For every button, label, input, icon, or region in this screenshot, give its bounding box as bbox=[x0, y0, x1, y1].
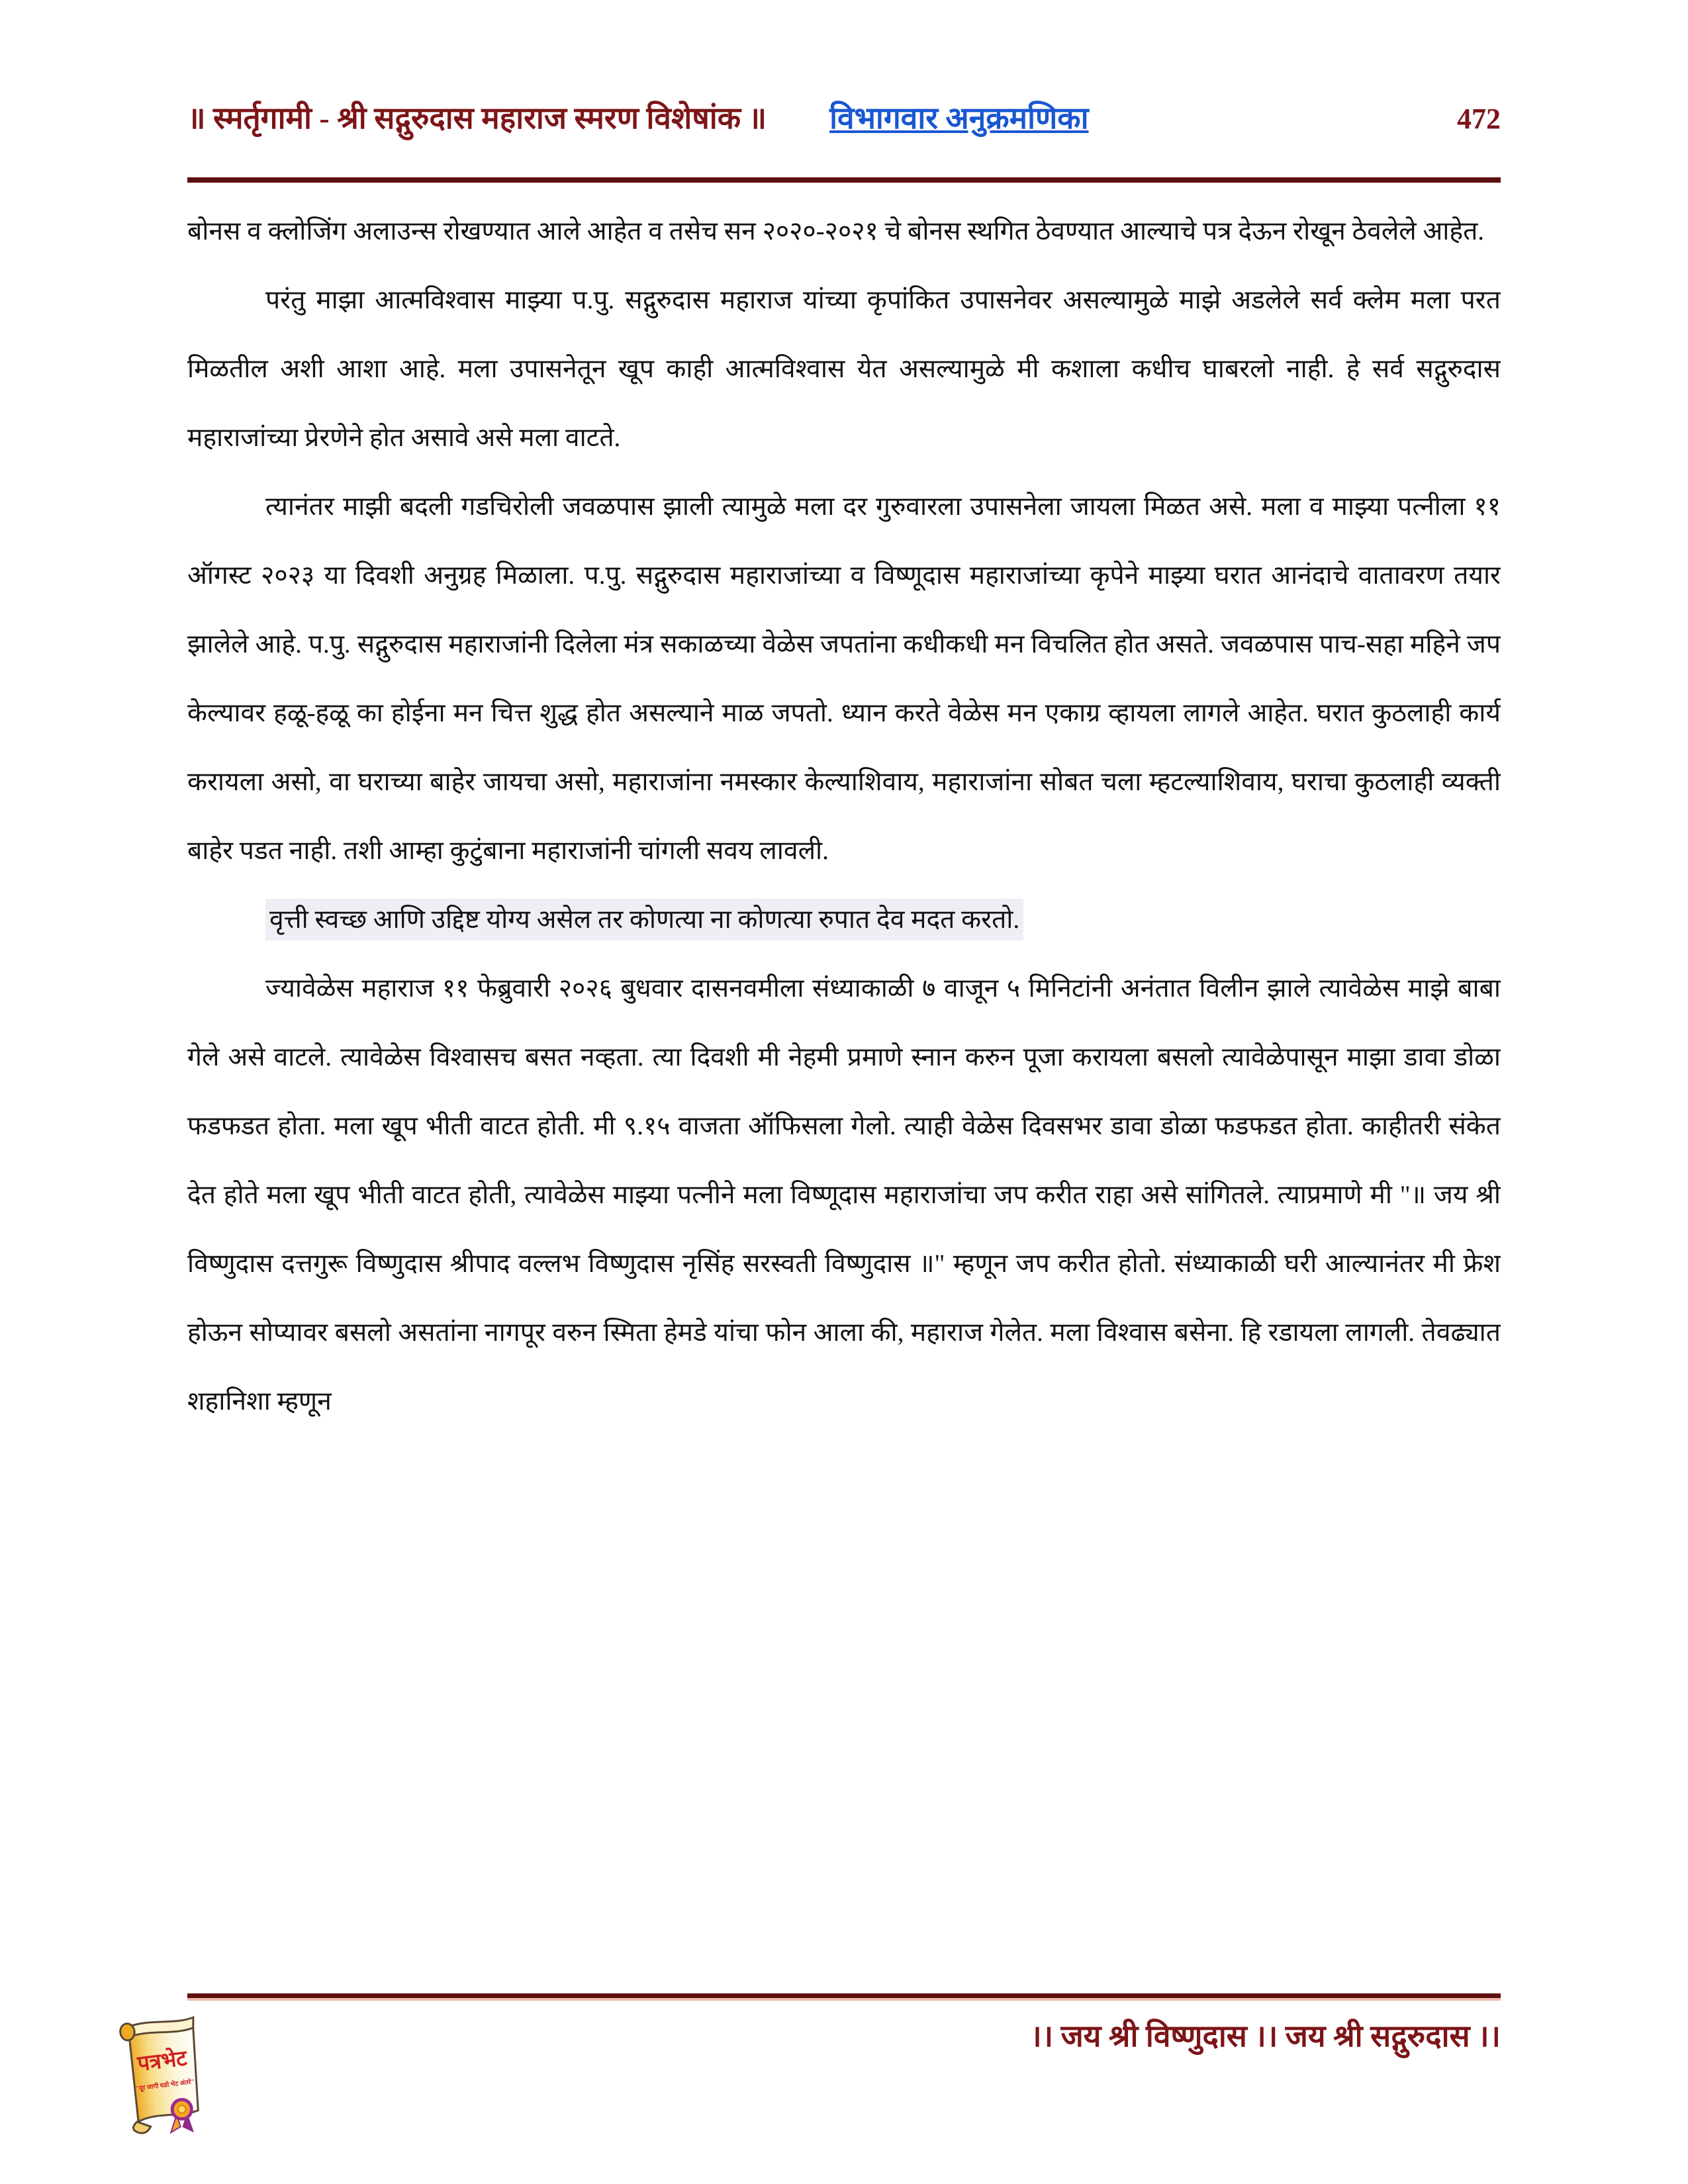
logo-title: पत्रभेट bbox=[136, 2046, 189, 2076]
page-title: ॥ स्मर्तृगामी - श्री सद्गुरुदास महाराज स्मरण विशेषांक ॥ bbox=[187, 101, 767, 135]
scroll-top-curl bbox=[119, 2023, 135, 2041]
page-number: 472 bbox=[1457, 103, 1501, 135]
header-divider bbox=[187, 177, 1501, 183]
footer-slogan: ।। जय श्री विष्णुदास ।। जय श्री सद्गुरुदास ।। bbox=[1030, 2019, 1501, 2053]
patrabhet-scroll-logo bbox=[98, 2003, 227, 2143]
index-link[interactable]: विभागवार अनुक्रमणिका bbox=[829, 101, 1089, 135]
rosette-badge bbox=[171, 2099, 193, 2132]
body-text bbox=[187, 197, 1501, 1970]
paragraph-4: ज्यावेळेस महाराज ११ फेब्रुवारी २०२६ बुधवार दासनवमीला संध्याकाळी ७ वाजून ५ मिनिटांनी अनंतात विलीन झाले त्यावेळेस माझे बाबा गेले असे वाटले. त्यावेळेस विश्वासच बसत नव्हता. त्या दिवशी मी नेहमी प्रमाणे स्नान करुन पूजा करायला बसलो त्यावेळेपासून माझा डावा डोळा फडफडत होता. मला खूप भीती वाटत होती. मी ९.१५ वाजता ऑफिसला गेलो. त्याही वेळेस दिवसभर डावा डोळा फडफडत होता. काहीतरी संकेत देत होते मला खूप भीती वाटत होती, त्यावेळेस माझ्या पत्नीने मला विष्णूदास महाराजांचा जप करीत राहा असे सांगितले. त्याप्रमाणे मी "॥ जय श्री विष्णुदास दत्तगुरू विष्णुदास श्रीपाद वल्लभ विष्णुदास नृसिंह सरस्वती विष्णुदास ॥" म्हणून जप करीत होतो. संध्याकाळी घरी आल्यानंतर मी फ्रेश होऊन सोप्यावर बसलो असतांना नागपूर वरुन स्मिता हेमडे यांचा फोन आला की, महाराज गेलेत. मला विश्वास बसेना. हि रडायला लागली. तेवढ्यात शहानिशा म्हणून bbox=[187, 974, 1501, 1416]
highlighted-line bbox=[187, 886, 1501, 954]
page-header bbox=[187, 97, 1501, 138]
paragraph-2: परंतु माझा आत्मविश्वास माझ्या प.पु. सद्गुरुदास महाराज यांच्या कृपांकित उपासनेवर असल्यामुळे माझे अडलेले सर्व क्लेम मला परत मिळतील अशी आशा आहे. मला उपासनेतून खूप काही आत्मविश्वास येत असल्यामुळे मी कशाला कधीच घाबरलो नाही. हे सर्व सद्गुरुदास महाराजांच्या प्रेरणेने होत असावे असे मला वाटते. bbox=[187, 286, 1501, 452]
scroll-bottom-curl bbox=[132, 2120, 151, 2134]
logo-tagline: "दूर जागी घडो भेट अंतरे" bbox=[135, 2078, 195, 2093]
highlight-text: वृत्ती स्वच्छ आणि उद्दिष्ट योग्य असेल तर कोणत्या ना कोणत्या रुपात देव मदत करतो. bbox=[265, 899, 1023, 940]
footer-divider bbox=[187, 1993, 1501, 2001]
paragraph-3: त्यानंतर माझी बदली गडचिरोली जवळपास झाली त्यामुळे मला दर गुरुवारला उपासनेला जायला मिळत असे. मला व माझ्या पत्नीला ११ ऑगस्ट २०२३ या दिवशी अनुग्रह मिळाला. प.पु. सद्गुरुदास महाराजांच्या व विष्णूदास महाराजांच्या कृपेने माझ्या घरात आनंदाचे वातावरण तयार झालेले आहे. प.पु. सद्गुरुदास महाराजांनी दिलेला मंत्र सकाळच्या वेळेस जपतांना कधीकधी मन विचलित होत असते. जवळपास पाच-सहा महिने जप केल्यावर हळू-हळू का होईना मन चित्त शुद्ध होत असल्याने माळ जपतो. ध्यान करते वेळेस मन एकाग्र व्हायला लागले आहेत. घरात कुठलाही कार्य करायला असो, वा घराच्या बाहेर जायचा असो, महाराजांना नमस्कार केल्याशिवाय, महाराजांना सोबत चला म्हटल्याशिवाय, घराचा कुठलाही व्यक्ती बाहेर पडत नाही. तशी आम्हा कुटुंबाना महाराजांनी चांगली सवय लावली. bbox=[187, 492, 1501, 865]
paragraph-1: बोनस व क्लोजिंग अलाउन्स रोखण्यात आले आहेत व तसेच सन २०२०-२०२१ चे बोनस स्थगित ठेवण्यात आल्याचे पत्र देऊन रोखून ठेवलेले आहेत. bbox=[187, 217, 1485, 246]
